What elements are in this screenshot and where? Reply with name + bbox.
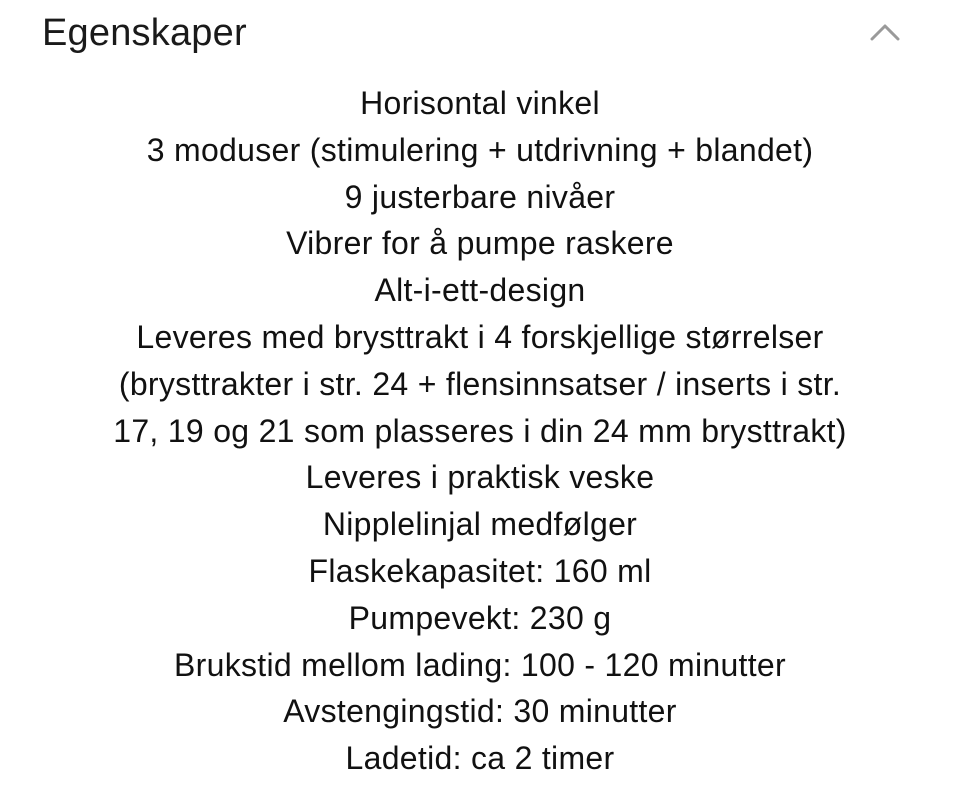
feature-item: Nipplelinjal medfølger — [322, 506, 638, 543]
feature-item: Avstengingstid: 30 minutter — [283, 693, 677, 730]
feature-item: Alt-i-ett-design — [374, 272, 586, 309]
feature-item: Brukstid mellom lading: 100 - 120 minutter — [174, 646, 786, 683]
feature-item: Ladetid: ca 2 timer — [345, 740, 615, 777]
accordion-header[interactable] — [0, 0, 960, 70]
section-title: Egenskaper — [42, 12, 247, 54]
feature-item: (brysttrakter i str. 24 + flensinnsatser / inserts i str. — [118, 365, 842, 402]
feature-item: Pumpevekt: 230 g — [348, 599, 612, 636]
feature-item: Vibrer for å pumpe raskere — [286, 225, 674, 262]
chevron-up-icon[interactable] — [868, 20, 902, 44]
feature-item: 17, 19 og 21 som plasseres i din 24 mm brysttrakt) — [113, 412, 847, 449]
feature-item: Leveres i praktisk veske — [305, 459, 655, 496]
feature-item: Horisontal vinkel — [360, 85, 600, 121]
feature-item: 3 moduser (stimulering + utdrivning + blandet) — [146, 131, 814, 168]
feature-item: Leveres med brysttrakt i 4 forskjellige størrelser — [136, 318, 824, 355]
feature-item: 9 justerbare nivåer — [344, 178, 616, 215]
feature-item: Flaskekapasitet: 160 ml — [308, 552, 652, 589]
feature-list — [40, 80, 920, 782]
